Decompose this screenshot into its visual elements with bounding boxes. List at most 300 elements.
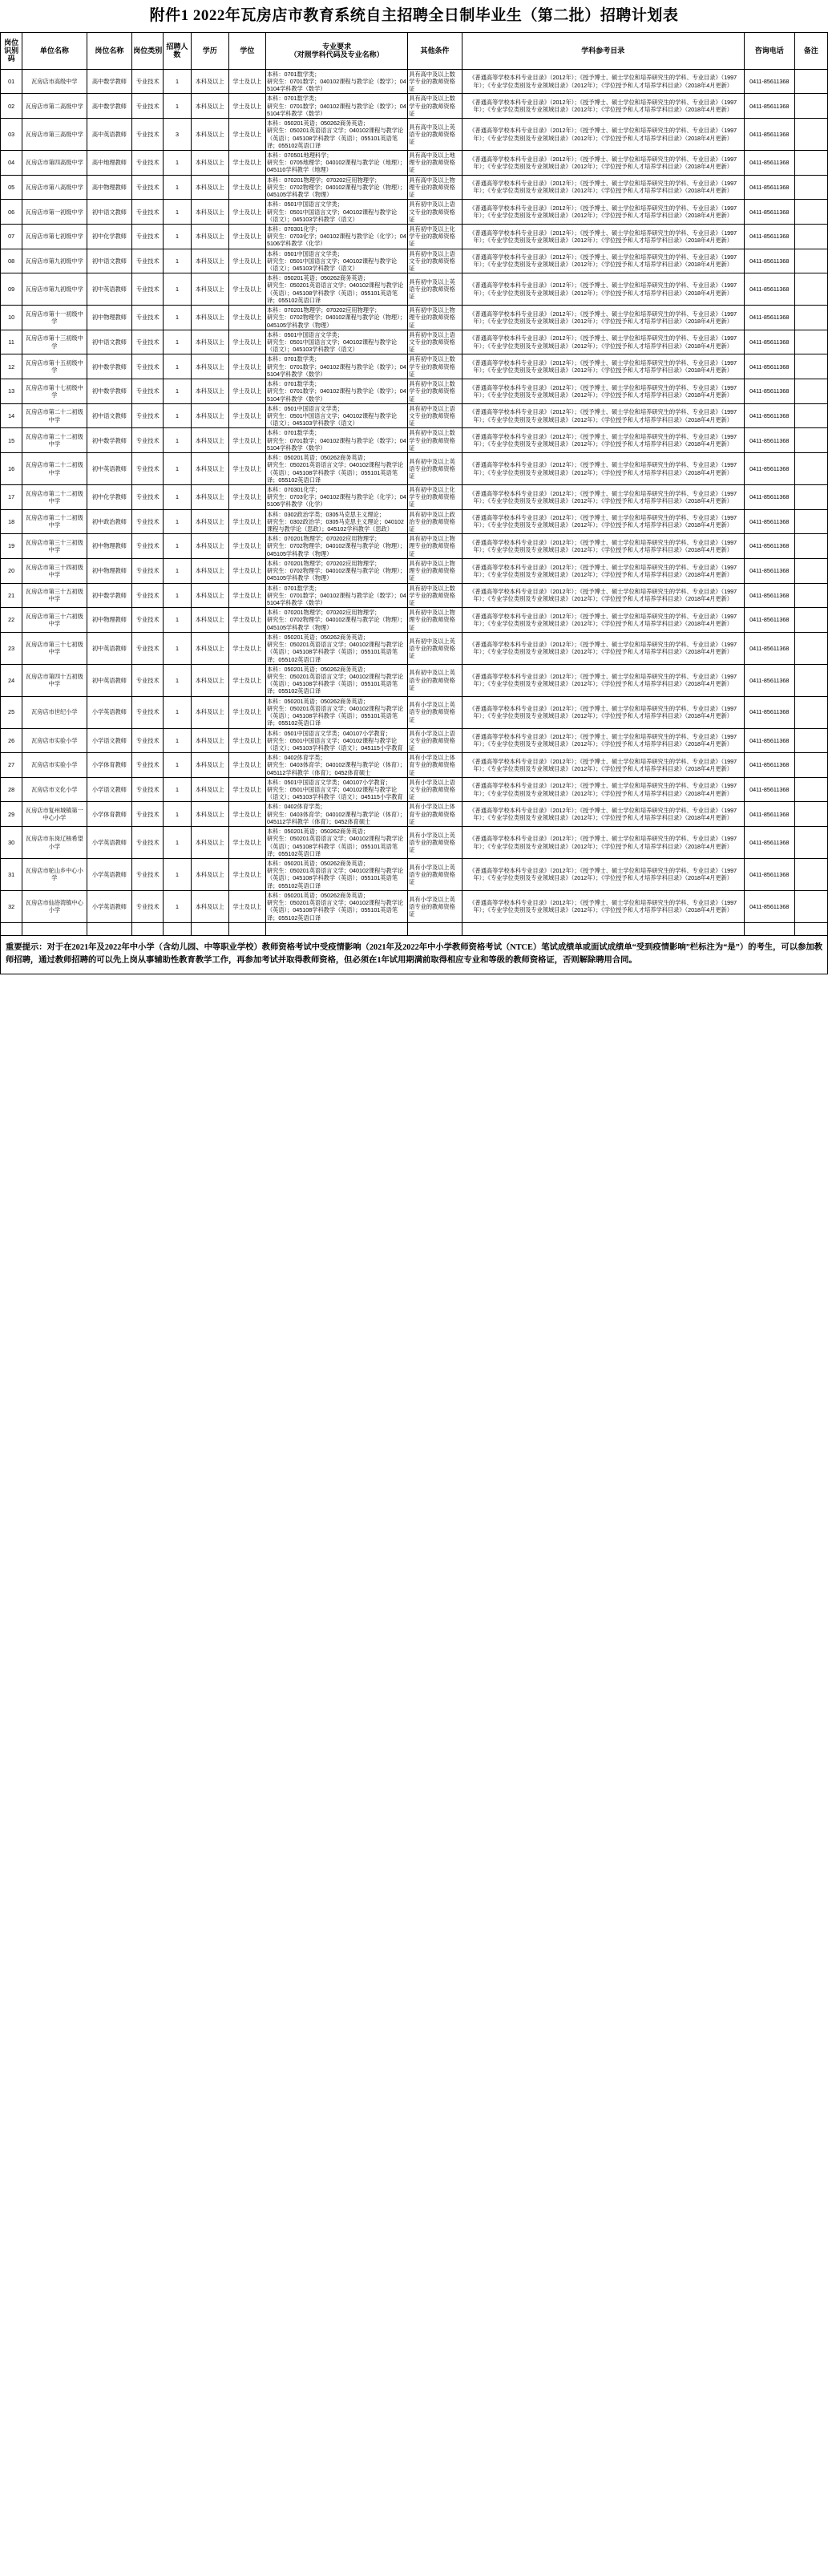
cell-education: 本科及以上 — [191, 558, 228, 583]
cell-code: 25 — [1, 696, 22, 728]
cell-degree: 学士及以上 — [228, 728, 265, 753]
cell-education: 本科及以上 — [191, 150, 228, 175]
table-row — [1, 200, 828, 225]
cell-phone: 0411-85611368 — [744, 428, 794, 453]
cell-number: 1 — [164, 224, 191, 249]
cell-degree: 学士及以上 — [228, 330, 265, 354]
cell-major: 本科：070501地理科学； 研究生：0705地理学；040102课程与教学论（地理）；045110学科教学（地理） — [265, 150, 407, 175]
table-row — [1, 558, 828, 583]
cell-phone: 0411-85611368 — [744, 632, 794, 664]
cell-phone: 0411-85611368 — [744, 175, 794, 200]
cell-code: 15 — [1, 428, 22, 453]
cell-number: 1 — [164, 175, 191, 200]
cell-note — [794, 200, 827, 225]
cell-other: 具有初中及以上数学专业的教师资格证 — [408, 583, 462, 608]
cell-category: 专业技术 — [132, 69, 164, 94]
cell-phone: 0411-85611368 — [744, 403, 794, 428]
cell-phone: 0411-85611368 — [744, 728, 794, 753]
cell-note — [794, 428, 827, 453]
cell-number: 1 — [164, 664, 191, 696]
cell-phone: 0411-85611368 — [744, 453, 794, 485]
cell-education: 本科及以上 — [191, 94, 228, 119]
cell-degree: 学士及以上 — [228, 119, 265, 151]
cell-other: 具有小学及以上语文专业的教师资格证 — [408, 728, 462, 753]
cell-number: 1 — [164, 249, 191, 273]
table-row — [1, 403, 828, 428]
cell-phone: 0411-85611368 — [744, 273, 794, 306]
cell-unit: 瓦房店市第三十六初级中学 — [22, 608, 87, 633]
cell-number: 1 — [164, 150, 191, 175]
cell-major: 本科：050201英语；050262商务英语； 研究生：050201英语语言文学；040102课程与教学论（英语）；045108学科教学（英语）；055101英语笔译；055102英语口译 — [265, 890, 407, 922]
header-catalog: 学科参考目录 — [462, 32, 744, 69]
cell-category: 专业技术 — [132, 728, 164, 753]
cell-phone: 0411-85611368 — [744, 224, 794, 249]
cell-number: 1 — [164, 306, 191, 330]
cell-degree: 学士及以上 — [228, 273, 265, 306]
cell-post: 小学体育教师 — [87, 753, 132, 778]
cell-other: 具有初中及以上数学专业的教师资格证 — [408, 428, 462, 453]
cell-catalog: 《普通高等学校本科专业目录》（2012年）；《授予博士、硕士学位和培养研究生的学科、专业目录》（1997年）；《专业学位类别及专业领域目录》（2012年）；《学位授予和人才培养学科目录》（2018年4月更新） — [462, 69, 744, 94]
table-row — [1, 859, 828, 891]
cell-degree: 学士及以上 — [228, 306, 265, 330]
cell-degree: 学士及以上 — [228, 890, 265, 922]
cell-post: 初中化学教师 — [87, 224, 132, 249]
cell-phone: 0411-85611368 — [744, 558, 794, 583]
cell-category: 专业技术 — [132, 484, 164, 509]
cell-degree: 学士及以上 — [228, 403, 265, 428]
cell-degree: 学士及以上 — [228, 94, 265, 119]
cell-post: 初中英语教师 — [87, 664, 132, 696]
cell-phone: 0411-85611368 — [744, 150, 794, 175]
cell-category: 专业技术 — [132, 859, 164, 891]
cell-note — [794, 728, 827, 753]
cell-catalog: 《普通高等学校本科专业目录》（2012年）；《授予博士、硕士学位和培养研究生的学科、专业目录》（1997年）；《专业学位类别及专业领域目录》（2012年）；《学位授予和人才培养学科目录》（2018年4月更新） — [462, 306, 744, 330]
table-row-blank — [1, 922, 828, 935]
header-post: 岗位名称 — [87, 32, 132, 69]
recruitment-plan-page — [0, 0, 828, 974]
cell-post: 高中英语教师 — [87, 119, 132, 151]
cell-catalog: 《普通高等学校本科专业目录》（2012年）；《授予博士、硕士学位和培养研究生的学科、专业目录》（1997年）；《专业学位类别及专业领域目录》（2012年）；《学位授予和人才培养学科目录》（2018年4月更新） — [462, 859, 744, 891]
cell-catalog: 《普通高等学校本科专业目录》（2012年）；《授予博士、硕士学位和培养研究生的学科、专业目录》（1997年）；《专业学位类别及专业领域目录》（2012年）；《学位授予和人才培养学科目录》（2018年4月更新） — [462, 777, 744, 802]
cell-number: 1 — [164, 428, 191, 453]
cell-other: 具有初中及以上语文专业的教师资格证 — [408, 200, 462, 225]
cell-post: 小学英语教师 — [87, 890, 132, 922]
cell-code: 26 — [1, 728, 22, 753]
cell-unit: 瓦房店市复州城镇第一中心小学 — [22, 802, 87, 827]
cell-degree: 学士及以上 — [228, 175, 265, 200]
cell-other: 具有初中及以上语文专业的教师资格证 — [408, 330, 462, 354]
cell-number: 1 — [164, 403, 191, 428]
cell-category: 专业技术 — [132, 354, 164, 379]
cell-phone: 0411-85611368 — [744, 119, 794, 151]
cell-number: 1 — [164, 453, 191, 485]
cell-education: 本科及以上 — [191, 306, 228, 330]
cell-unit: 瓦房店市第九初级中学 — [22, 249, 87, 273]
cell-post: 高中数学教师 — [87, 94, 132, 119]
cell-number: 1 — [164, 354, 191, 379]
cell-blank-code — [1, 922, 22, 935]
cell-category: 专业技术 — [132, 509, 164, 534]
cell-major: 本科：0501中国语言文学类； 研究生：0501中国语言文学；040102课程与教学论（语文）；045103学科教学（语文） — [265, 200, 407, 225]
table-row — [1, 249, 828, 273]
cell-catalog: 《普通高等学校本科专业目录》（2012年）；《授予博士、硕士学位和培养研究生的学科、专业目录》（1997年）；《专业学位类别及专业领域目录》（2012年）；《学位授予和人才培养学科目录》（2018年4月更新） — [462, 484, 744, 509]
header-unit: 单位名称 — [22, 32, 87, 69]
cell-post: 小学语文教师 — [87, 777, 132, 802]
cell-number: 1 — [164, 558, 191, 583]
cell-number: 1 — [164, 753, 191, 778]
cell-note — [794, 354, 827, 379]
cell-blank-major — [265, 922, 407, 935]
table-row — [1, 428, 828, 453]
cell-major: 本科：050201英语；050262商务英语； 研究生：050201英语语言文学；040102课程与教学论（英语）；045108学科教学（英语）；055101英语笔译；055102英语口译 — [265, 273, 407, 306]
cell-category: 专业技术 — [132, 534, 164, 559]
cell-catalog: 《普通高等学校本科专业目录》（2012年）；《授予博士、硕士学位和培养研究生的学科、专业目录》（1997年）；《专业学位类别及专业领域目录》（2012年）；《学位授予和人才培养学科目录》（2018年4月更新） — [462, 200, 744, 225]
cell-blank-degree — [228, 922, 265, 935]
header-category: 岗位类别 — [132, 32, 164, 69]
cell-unit: 瓦房店市第二十二初级中学 — [22, 484, 87, 509]
cell-note — [794, 509, 827, 534]
cell-other: 具有初中及以上物理专业的教师资格证 — [408, 608, 462, 633]
cell-note — [794, 403, 827, 428]
cell-education: 本科及以上 — [191, 728, 228, 753]
cell-code: 30 — [1, 827, 22, 859]
cell-code: 23 — [1, 632, 22, 664]
cell-category: 专业技术 — [132, 802, 164, 827]
cell-catalog: 《普通高等学校本科专业目录》（2012年）；《授予博士、硕士学位和培养研究生的学科、专业目录》（1997年）；《专业学位类别及专业领域目录》（2012年）；《学位授予和人才培养学科目录》（2018年4月更新） — [462, 583, 744, 608]
cell-category: 专业技术 — [132, 753, 164, 778]
cell-phone: 0411-85611368 — [744, 200, 794, 225]
cell-number: 3 — [164, 119, 191, 151]
cell-category: 专业技术 — [132, 200, 164, 225]
cell-unit: 瓦房店市高级中学 — [22, 69, 87, 94]
cell-note — [794, 453, 827, 485]
cell-major: 本科：0701数学类； 研究生：0701数学；040102课程与教学论（数学）；045104学科教学（数学） — [265, 583, 407, 608]
table-row — [1, 583, 828, 608]
cell-note — [794, 777, 827, 802]
cell-catalog: 《普通高等学校本科专业目录》（2012年）；《授予博士、硕士学位和培养研究生的学科、专业目录》（1997年）；《专业学位类别及专业领域目录》（2012年）；《学位授予和人才培养学科目录》（2018年4月更新） — [462, 664, 744, 696]
cell-degree: 学士及以上 — [228, 583, 265, 608]
cell-unit: 瓦房店市仙浴湾镇中心小学 — [22, 890, 87, 922]
cell-other: 具有小学及以上体育专业的教师资格证 — [408, 802, 462, 827]
cell-education: 本科及以上 — [191, 224, 228, 249]
cell-number: 1 — [164, 827, 191, 859]
cell-major: 本科：0701数学类； 研究生：0701数学；040102课程与教学论（数学）；045104学科教学（数学） — [265, 94, 407, 119]
cell-education: 本科及以上 — [191, 249, 228, 273]
cell-major: 本科：070201物理学；070202应用物理学； 研究生：0702物理学；040102课程与教学论（物理）；045105学科教学（物理） — [265, 534, 407, 559]
cell-number: 1 — [164, 802, 191, 827]
table-header-row — [1, 32, 828, 69]
cell-degree: 学士及以上 — [228, 69, 265, 94]
cell-education: 本科及以上 — [191, 403, 228, 428]
cell-unit: 瓦房店市第二十二初级中学 — [22, 453, 87, 485]
cell-post: 初中数学教师 — [87, 354, 132, 379]
cell-major: 本科：0701数学类； 研究生：0701数学；040102课程与教学论（数学）；045104学科教学（数学） — [265, 379, 407, 404]
cell-number: 1 — [164, 330, 191, 354]
cell-note — [794, 890, 827, 922]
cell-phone: 0411-85611368 — [744, 827, 794, 859]
cell-unit: 瓦房店市实验小学 — [22, 753, 87, 778]
cell-catalog: 《普通高等学校本科专业目录》（2012年）；《授予博士、硕士学位和培养研究生的学科、专业目录》（1997年）；《专业学位类别及专业领域目录》（2012年）；《学位授予和人才培养学科目录》（2018年4月更新） — [462, 330, 744, 354]
cell-note — [794, 224, 827, 249]
cell-unit: 瓦房店市第九初级中学 — [22, 273, 87, 306]
cell-phone: 0411-85611368 — [744, 753, 794, 778]
cell-number: 1 — [164, 379, 191, 404]
table-row — [1, 354, 828, 379]
table-row — [1, 224, 828, 249]
cell-major: 本科：050201英语；050262商务英语； 研究生：050201英语语言文学；040102课程与教学论（英语）；045108学科教学（英语）；055101英语笔译；055102英语口译 — [265, 453, 407, 485]
cell-post: 高中数学教师 — [87, 69, 132, 94]
cell-phone: 0411-85611368 — [744, 306, 794, 330]
page-title: 附件1 2022年瓦房店市教育系统自主招聘全日制毕业生（第二批）招聘计划表 — [149, 7, 679, 24]
cell-unit: 瓦房店市文化小学 — [22, 777, 87, 802]
cell-major: 本科：070201物理学；070202应用物理学； 研究生：0702物理学；040102课程与教学论（物理）；045105学科教学（物理） — [265, 608, 407, 633]
header-number: 招聘人数 — [164, 32, 191, 69]
cell-education: 本科及以上 — [191, 119, 228, 151]
cell-other: 具有初中及以上英语专业的教师资格证 — [408, 273, 462, 306]
table-row — [1, 534, 828, 559]
cell-number: 1 — [164, 859, 191, 891]
cell-note — [794, 608, 827, 633]
cell-number: 1 — [164, 608, 191, 633]
cell-catalog: 《普通高等学校本科专业目录》（2012年）；《授予博士、硕士学位和培养研究生的学科、专业目录》（1997年）；《专业学位类别及专业领域目录》（2012年）；《学位授予和人才培养学科目录》（2018年4月更新） — [462, 509, 744, 534]
cell-code: 12 — [1, 354, 22, 379]
cell-other: 具有初中及以上数学专业的教师资格证 — [408, 354, 462, 379]
cell-blank-other — [408, 922, 462, 935]
cell-unit: 瓦房店市第三十五初级中学 — [22, 583, 87, 608]
cell-unit: 瓦房店市第三高级中学 — [22, 119, 87, 151]
cell-number: 1 — [164, 273, 191, 306]
cell-note — [794, 69, 827, 94]
cell-major: 本科：0701数学类； 研究生：0701数学；040102课程与教学论（数学）；045104学科教学（数学） — [265, 428, 407, 453]
cell-major: 本科：070201物理学；070202应用物理学； 研究生：0702物理学；040102课程与教学论（物理）；045105学科教学（物理） — [265, 175, 407, 200]
cell-degree: 学士及以上 — [228, 249, 265, 273]
cell-code: 14 — [1, 403, 22, 428]
table-row — [1, 632, 828, 664]
cell-number: 1 — [164, 509, 191, 534]
cell-category: 专业技术 — [132, 583, 164, 608]
cell-number: 1 — [164, 777, 191, 802]
cell-note — [794, 306, 827, 330]
cell-code: 03 — [1, 119, 22, 151]
cell-category: 专业技术 — [132, 403, 164, 428]
cell-category: 专业技术 — [132, 119, 164, 151]
cell-code: 02 — [1, 94, 22, 119]
cell-phone: 0411-85611368 — [744, 859, 794, 891]
cell-note — [794, 827, 827, 859]
cell-other: 具有初中及以上英语专业的教师资格证 — [408, 453, 462, 485]
cell-degree: 学士及以上 — [228, 534, 265, 559]
recruitment-plan-table — [0, 32, 828, 936]
cell-unit: 瓦房店市第一初级中学 — [22, 200, 87, 225]
cell-major: 本科：0501中国语言文学类；040107小学教育； 研究生：0501中国语言文学；040102课程与教学论（语文）；045103学科教学（语文）；045115小学教育 — [265, 777, 407, 802]
important-notice: 重要提示：对于在2021年及2022年中小学（含幼儿园、中等职业学校）教师资格考试中受疫情影响（2021年及2022年中小学教师资格考试（NTCE）笔试成绩单或面试成绩单“受到疫情影响”栏标注为“是”）的考生，可以参加教师招聘，通过教师招聘的可以先上岗从事辅助性教育教学工作，再参加考试并取得教师资格，但必须在1年试用期满前取得相应专业和等级的教师资格证，否则解除聘用合同。 — [0, 936, 828, 974]
cell-education: 本科及以上 — [191, 175, 228, 200]
header-phone: 咨询电话 — [744, 32, 794, 69]
header-major-line1: 专业要求 — [322, 42, 352, 51]
cell-note — [794, 583, 827, 608]
cell-degree: 学士及以上 — [228, 753, 265, 778]
cell-other: 具有高中及以上数学专业的教师资格证 — [408, 69, 462, 94]
cell-number: 1 — [164, 534, 191, 559]
cell-major: 本科：070301化学； 研究生：0703化学；040102课程与教学论（化学）；045106学科教学（化学） — [265, 224, 407, 249]
cell-major: 本科：050201英语；050262商务英语； 研究生：050201英语语言文学；040102课程与教学论（英语）；045108学科教学（英语）；055101英语笔译；055102英语口译 — [265, 696, 407, 728]
cell-unit: 瓦房店市第八高级中学 — [22, 175, 87, 200]
cell-unit: 瓦房店市第四高级中学 — [22, 150, 87, 175]
table-row — [1, 608, 828, 633]
cell-education: 本科及以上 — [191, 827, 228, 859]
cell-other: 具有初中及以上物理专业的教师资格证 — [408, 558, 462, 583]
table-row — [1, 509, 828, 534]
cell-post: 初中数学教师 — [87, 583, 132, 608]
table-row — [1, 484, 828, 509]
cell-note — [794, 859, 827, 891]
cell-education: 本科及以上 — [191, 777, 228, 802]
cell-degree: 学士及以上 — [228, 453, 265, 485]
cell-major: 本科：0701数学类； 研究生：0701数学；040102课程与教学论（数学）；045104学科教学（数学） — [265, 69, 407, 94]
cell-blank-number — [164, 922, 191, 935]
cell-code: 18 — [1, 509, 22, 534]
cell-degree: 学士及以上 — [228, 484, 265, 509]
cell-degree: 学士及以上 — [228, 827, 265, 859]
cell-catalog: 《普通高等学校本科专业目录》（2012年）；《授予博士、硕士学位和培养研究生的学科、专业目录》（1997年）；《专业学位类别及专业领域目录》（2012年）；《学位授予和人才培养学科目录》（2018年4月更新） — [462, 632, 744, 664]
cell-code: 07 — [1, 224, 22, 249]
cell-other: 具有小学及以上英语专业的教师资格证 — [408, 890, 462, 922]
cell-catalog: 《普通高等学校本科专业目录》（2012年）；《授予博士、硕士学位和培养研究生的学科、专业目录》（1997年）；《专业学位类别及专业领域目录》（2012年）；《学位授予和人才培养学科目录》（2018年4月更新） — [462, 428, 744, 453]
cell-major: 本科：050201英语；050262商务英语； 研究生：050201英语语言文学；040102课程与教学论（英语）；045108学科教学（英语）；055101英语笔译；055102英语口译 — [265, 859, 407, 891]
cell-note — [794, 119, 827, 151]
cell-note — [794, 273, 827, 306]
table-row — [1, 802, 828, 827]
cell-post: 初中语文教师 — [87, 200, 132, 225]
cell-note — [794, 632, 827, 664]
cell-degree: 学士及以上 — [228, 608, 265, 633]
cell-note — [794, 753, 827, 778]
table-row — [1, 664, 828, 696]
cell-blank-catalog — [462, 922, 744, 935]
cell-catalog: 《普通高等学校本科专业目录》（2012年）；《授予博士、硕士学位和培养研究生的学科、专业目录》（1997年）；《专业学位类别及专业领域目录》（2012年）；《学位授予和人才培养学科目录》（2018年4月更新） — [462, 224, 744, 249]
cell-post: 初中英语教师 — [87, 632, 132, 664]
cell-catalog: 《普通高等学校本科专业目录》（2012年）；《授予博士、硕士学位和培养研究生的学科、专业目录》（1997年）；《专业学位类别及专业领域目录》（2012年）；《学位授予和人才培养学科目录》（2018年4月更新） — [462, 379, 744, 404]
cell-education: 本科及以上 — [191, 753, 228, 778]
cell-post: 小学英语教师 — [87, 827, 132, 859]
table-row — [1, 69, 828, 94]
cell-phone: 0411-85611368 — [744, 890, 794, 922]
cell-degree: 学士及以上 — [228, 509, 265, 534]
cell-phone: 0411-85611368 — [744, 777, 794, 802]
cell-other: 具有初中及以上语文专业的教师资格证 — [408, 249, 462, 273]
cell-unit: 瓦房店市第二十二初级中学 — [22, 403, 87, 428]
cell-phone: 0411-85611368 — [744, 608, 794, 633]
cell-category: 专业技术 — [132, 827, 164, 859]
cell-major: 本科：050201英语；050262商务英语； 研究生：050201英语语言文学；040102课程与教学论（英语）；045108学科教学（英语）；055101英语笔译；055102英语口译 — [265, 827, 407, 859]
cell-education: 本科及以上 — [191, 696, 228, 728]
cell-other: 具有初中及以上化学专业的教师资格证 — [408, 224, 462, 249]
cell-unit: 瓦房店市第十五初级中学 — [22, 354, 87, 379]
cell-unit: 瓦房店市第三十三初级中学 — [22, 534, 87, 559]
cell-major: 本科：0501中国语言文学类； 研究生：0501中国语言文学；040102课程与教学论（语文）；045103学科教学（语文） — [265, 249, 407, 273]
cell-phone: 0411-85611368 — [744, 330, 794, 354]
cell-code: 13 — [1, 379, 22, 404]
cell-unit: 瓦房店市世纪小学 — [22, 696, 87, 728]
cell-post: 初中英语教师 — [87, 453, 132, 485]
cell-post: 初中数学教师 — [87, 379, 132, 404]
cell-catalog: 《普通高等学校本科专业目录》（2012年）；《授予博士、硕士学位和培养研究生的学科、专业目录》（1997年）；《专业学位类别及专业领域目录》（2012年）；《学位授予和人才培养学科目录》（2018年4月更新） — [462, 728, 744, 753]
cell-major: 本科：0402体育学类； 研究生：0403体育学；040102课程与教学论（体育）；045112学科教学（体育）；0452体育硕士 — [265, 753, 407, 778]
cell-category: 专业技术 — [132, 379, 164, 404]
cell-post: 初中政治教师 — [87, 509, 132, 534]
cell-number: 1 — [164, 94, 191, 119]
cell-unit: 瓦房店市第三十七初级中学 — [22, 632, 87, 664]
cell-code: 05 — [1, 175, 22, 200]
cell-major: 本科：070301化学； 研究生：0703化学；040102课程与教学论（化学）；045106学科教学（化学） — [265, 484, 407, 509]
cell-unit: 瓦房店市第十三初级中学 — [22, 330, 87, 354]
cell-category: 专业技术 — [132, 453, 164, 485]
cell-degree: 学士及以上 — [228, 200, 265, 225]
cell-other: 具有初中及以上语文专业的教师资格证 — [408, 403, 462, 428]
cell-category: 专业技术 — [132, 632, 164, 664]
cell-note — [794, 249, 827, 273]
cell-education: 本科及以上 — [191, 509, 228, 534]
cell-other: 具有小学及以上体育专业的教师资格证 — [408, 753, 462, 778]
cell-catalog: 《普通高等学校本科专业目录》（2012年）；《授予博士、硕士学位和培养研究生的学科、专业目录》（1997年）；《专业学位类别及专业领域目录》（2012年）；《学位授予和人才培养学科目录》（2018年4月更新） — [462, 175, 744, 200]
cell-other: 具有高中及以上物理专业的教师资格证 — [408, 175, 462, 200]
cell-catalog: 《普通高等学校本科专业目录》（2012年）；《授予博士、硕士学位和培养研究生的学科、专业目录》（1997年）；《专业学位类别及专业领域目录》（2012年）；《学位授予和人才培养学科目录》（2018年4月更新） — [462, 608, 744, 633]
cell-education: 本科及以上 — [191, 330, 228, 354]
cell-post: 初中语文教师 — [87, 330, 132, 354]
cell-other: 具有高中及以上数学专业的教师资格证 — [408, 94, 462, 119]
cell-category: 专业技术 — [132, 664, 164, 696]
header-major — [265, 32, 407, 69]
cell-unit: 瓦房店市第十七初级中学 — [22, 379, 87, 404]
cell-other: 具有初中及以上物理专业的教师资格证 — [408, 534, 462, 559]
cell-phone: 0411-85611368 — [744, 484, 794, 509]
cell-unit: 瓦房店市第三十四初级中学 — [22, 558, 87, 583]
cell-catalog: 《普通高等学校本科专业目录》（2012年）；《授予博士、硕士学位和培养研究生的学科、专业目录》（1997年）；《专业学位类别及专业领域目录》（2012年）；《学位授予和人才培养学科目录》（2018年4月更新） — [462, 403, 744, 428]
cell-note — [794, 379, 827, 404]
cell-degree: 学士及以上 — [228, 777, 265, 802]
cell-code: 24 — [1, 664, 22, 696]
cell-post: 小学英语教师 — [87, 859, 132, 891]
cell-education: 本科及以上 — [191, 632, 228, 664]
table-row — [1, 890, 828, 922]
cell-education: 本科及以上 — [191, 890, 228, 922]
header-note: 备注 — [794, 32, 827, 69]
cell-education: 本科及以上 — [191, 69, 228, 94]
cell-number: 1 — [164, 890, 191, 922]
cell-degree: 学士及以上 — [228, 802, 265, 827]
cell-category: 专业技术 — [132, 249, 164, 273]
cell-other: 具有小学及以上英语专业的教师资格证 — [408, 859, 462, 891]
cell-post: 初中英语教师 — [87, 273, 132, 306]
cell-code: 29 — [1, 802, 22, 827]
cell-category: 专业技术 — [132, 273, 164, 306]
cell-other: 具有高中及以上英语专业的教师资格证 — [408, 119, 462, 151]
cell-code: 08 — [1, 249, 22, 273]
cell-code: 04 — [1, 150, 22, 175]
cell-code: 22 — [1, 608, 22, 633]
cell-category: 专业技术 — [132, 777, 164, 802]
cell-degree: 学士及以上 — [228, 428, 265, 453]
cell-post: 小学体育教师 — [87, 802, 132, 827]
table-row — [1, 379, 828, 404]
table-row — [1, 696, 828, 728]
cell-blank-phone — [744, 922, 794, 935]
cell-catalog: 《普通高等学校本科专业目录》（2012年）；《授予博士、硕士学位和培养研究生的学科、专业目录》（1997年）；《专业学位类别及专业领域目录》（2012年）；《学位授予和人才培养学科目录》（2018年4月更新） — [462, 827, 744, 859]
cell-catalog: 《普通高等学校本科专业目录》（2012年）；《授予博士、硕士学位和培养研究生的学科、专业目录》（1997年）；《专业学位类别及专业领域目录》（2012年）；《学位授予和人才培养学科目录》（2018年4月更新） — [462, 890, 744, 922]
cell-number: 1 — [164, 69, 191, 94]
table-row — [1, 330, 828, 354]
cell-post: 初中物理教师 — [87, 608, 132, 633]
